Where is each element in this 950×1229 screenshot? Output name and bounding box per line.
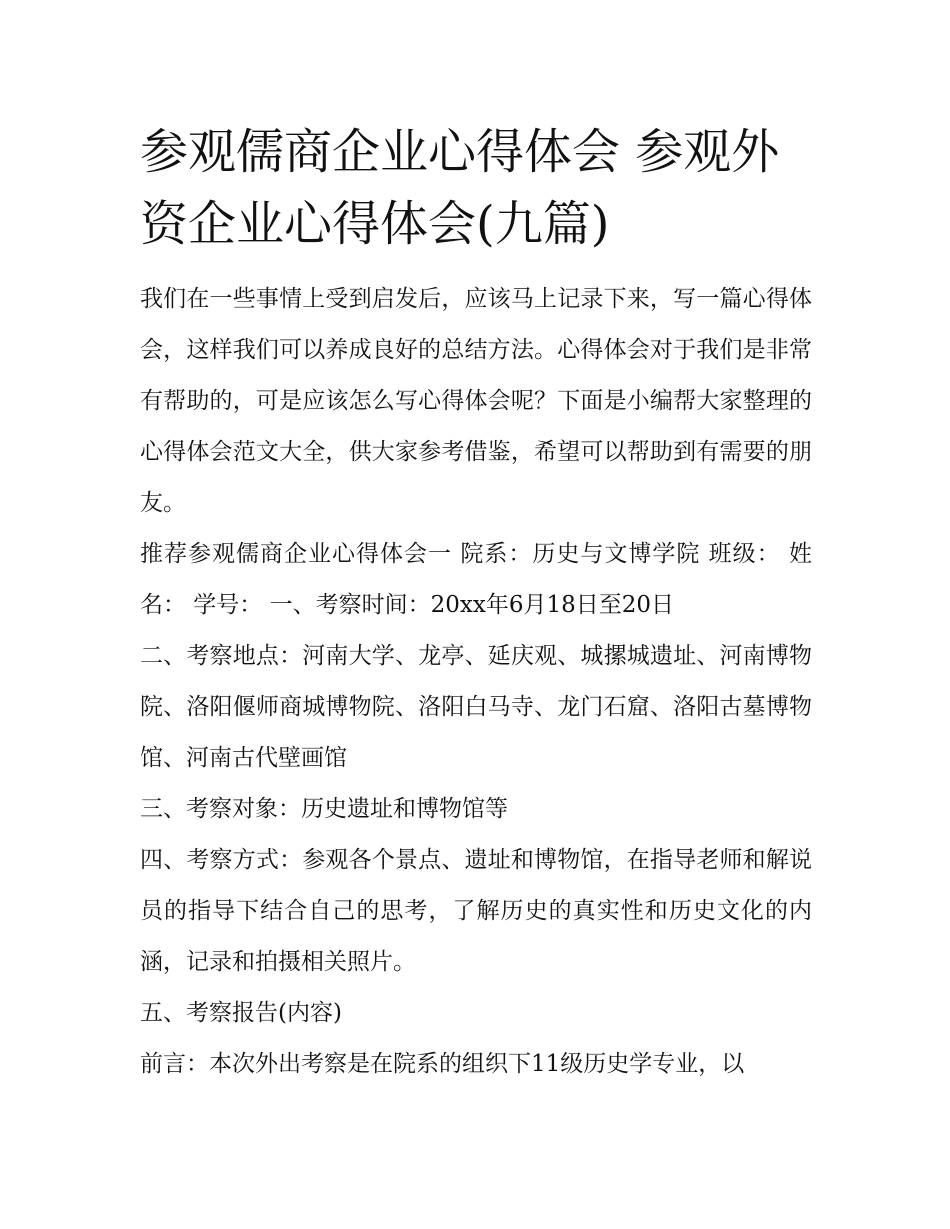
document-title: 参观儒商企业心得体会 参观外资企业心得体会(九篇): [140, 124, 780, 252]
paragraph-intro: 我们在一些事情上受到启发后，应该马上记录下来，写一篇心得体会，这样我们可以养成良好的总结方法。心得体会对于我们是非常有帮助的，可是应该怎么写心得体会呢？下面是小编帮大家整理的心得体会范文大全，供大家参考借鉴，希望可以帮助到有需要的朋友。: [140, 286, 812, 516]
paragraph-preface: 前言：本次外出考察是在院系的组织下11级历史学专业，以: [140, 1051, 745, 1077]
paragraph-location: 二、考察地点：河南大学、龙亭、延庆观、城摞城遗址、河南博物院、洛阳偃师商城博物院、洛阳白马寺、龙门石窟、洛阳古墓博物馆、河南古代壁画馆: [140, 643, 812, 771]
document-body: [140, 274, 812, 1090]
paragraph-object: 三、考察对象：历史遗址和博物馆等: [140, 796, 508, 822]
paragraph-recommend-header: 推荐参观儒商企业心得体会一 院系：历史与文博学院 班级： 姓名： 学号： 一、考察时间：20xx年6月18日至20日: [140, 541, 812, 618]
paragraph-report-heading: 五、考察报告(内容): [140, 1000, 342, 1026]
paragraph-method: 四、考察方式：参观各个景点、遗址和博物馆，在指导老师和解说员的指导下结合自己的思考，了解历史的真实性和历史文化的内涵，记录和拍摄相关照片。: [140, 847, 812, 975]
